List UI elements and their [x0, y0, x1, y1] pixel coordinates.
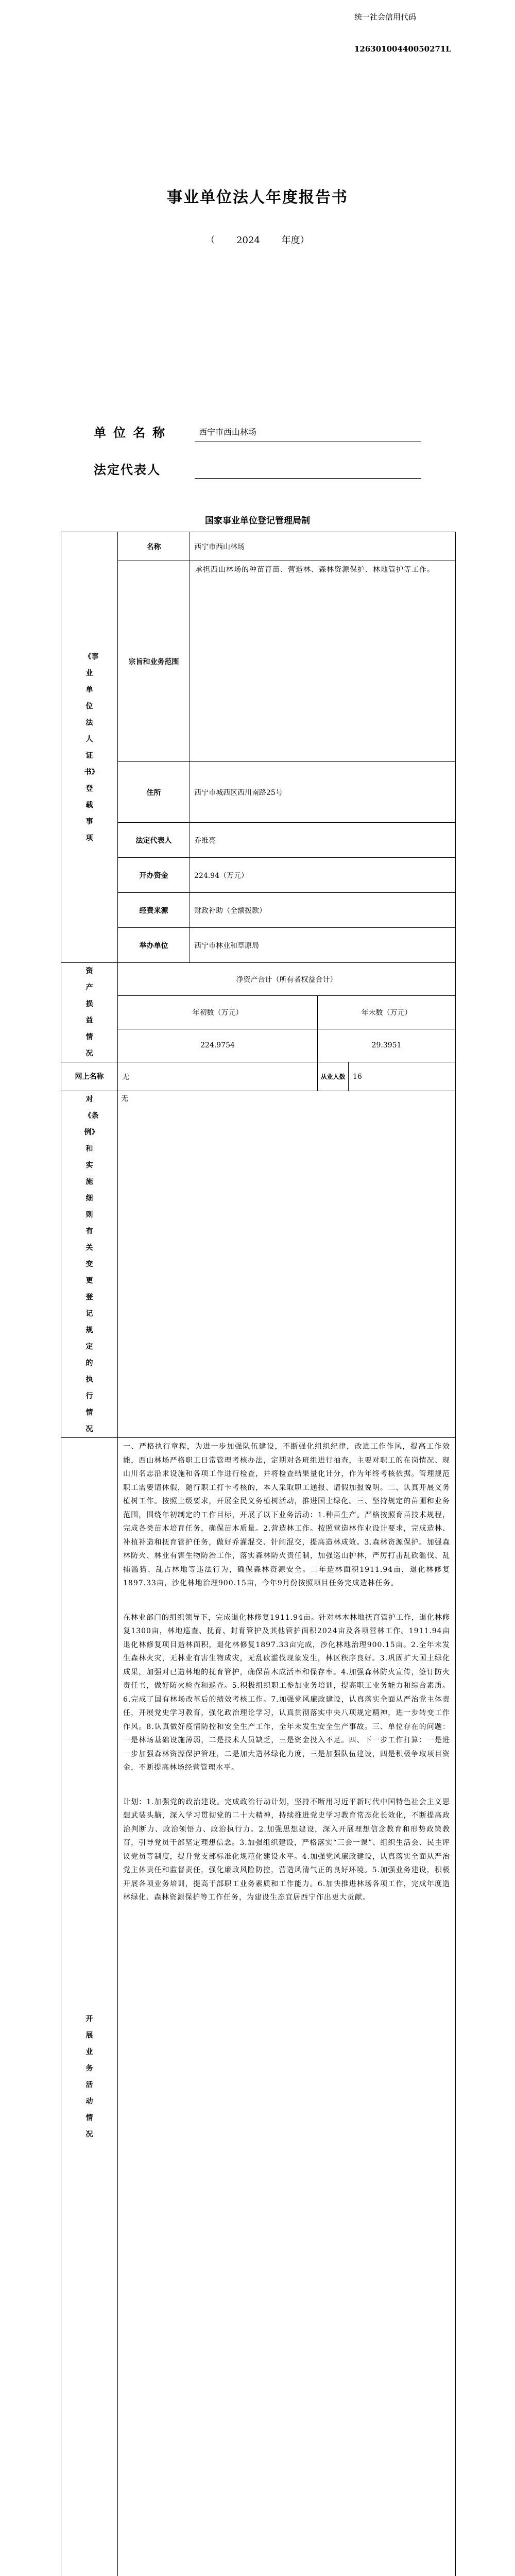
begin-value: 224.9754: [118, 1029, 318, 1062]
business-paragraph-3: 计划：1.加强党的政治建设。完成政治行动计划，坚持不断用习近平新时代中国特色社会主义思想武装头脑，深入学习贯彻党的二十大精神，持续推进党史学习教育常态化长效化，不断提高政治判断力、政治领悟力、政治执行力。2.加强思想建设，深入开展理想信念教育和形势政策教育，引导党员干部坚定理想信念。3.加强组织建设，严格落实“三会一课”、组织生活会、民主评议党员等制度，提升党支部标准化规范化建设水平。4.加强党风廉政建设，认真落实全面从严治党主体责任和监督责任，强化廉政风险防控，营造风清气正的良好环境。5.加强业务建设，积极开展各项业务培训，提高干部职工业务素质和工作能力。6.加快推进林场各项工作，完成年度造林绿化、森林资源保护等工作任务，为建设生态宜居西宁作出更大贡献。: [123, 1798, 451, 1902]
fund-label: 开办资金: [118, 858, 190, 893]
row-fund: [61, 858, 456, 893]
legal-rep-row: [94, 460, 423, 480]
source-label: 经费来源: [118, 893, 190, 928]
unit-name-row: [94, 422, 423, 443]
legal-rep-label: 法定代表人: [94, 462, 161, 477]
bureau-name: 国家事业单位登记管理局制: [205, 516, 310, 526]
business-paragraph-1: 一、严格执行章程，为进一步加强队伍建设，不断强化组织纪律，改进工作作风，提高工作效能，西山林场严格职工日常管理考核办法，定期对各班组进行抽查，主要对职工的在岗情况、现山川名志沿求设施和各项工作进行检查，并将检查结果量化计分，作为年终考核依据。管理规范职工需要请休假，随行职工打卡考核的，本人采取职工通报、请假加报说明。二、认真开展义务植树工作。按照上级要求，开展全民义务植树活动，推进国土绿化。三、坚持规定的苗圃和业务范围，围绕年初制定的工作目标，开展了以下业务活动：1.种苗生产。严格按照育苗技术规程，完成各类苗木培育任务，确保苗木质量。2.营造林工作。按照营造林作业设计要求，完成造林、补植补造和抚育管护任务，做好乔灌混交、针阔混交，提高造林成效。3.森林资源保护。加强森林防火、林业有害生物防治工作，落实森林防火责任制，加强巡山护林，严厉打击乱砍滥伐、乱捕滥猎、乱占林地等违法行为，确保森林资源安全。二年造林面积1911.94亩，退化林修复1897.33亩，沙化林地治理900.15亩，今年9月份按照项目任务完成造林任务。: [123, 1443, 451, 1587]
row-name: [61, 532, 456, 561]
regs-value: 无: [118, 1091, 456, 1438]
report-table: [61, 532, 456, 2576]
regs-label: 对《条例》和实施细则有关变更登记规定的执行情况: [61, 1091, 118, 1438]
business-label: 开展业务活动情况: [61, 1438, 118, 2576]
row-address: [61, 762, 456, 823]
row-web: [61, 1062, 456, 1091]
row-legal-rep: [61, 823, 456, 858]
row-assets-headers: [61, 996, 456, 1029]
web-value: 无: [118, 1062, 318, 1091]
business-paragraph-2: 在林业部门的组织领导下，完成退化林修复1911.94亩。针对林木林地抚育管护工作，退化林修复1300亩，林地巡查、抚育、封育管护及其他管护面积2024亩及各项营林工作。1911.94亩退化林修复项目造林面积，退化林修复1897.33亩完成，沙化林地治理900.15亩。2.全年未发生森林火灾，无林业有害生物成灾，无乱砍滥伐现象发生，林区秩序良好。3.巩固扩大国土绿化成果，加强对已造林地的抚育管护，确保苗木成活率和保存率。4.加强森林防火宣传，签订防火责任书，做好防火检查和巡查。5.积极组织职工参加业务培训，提高职工业务能力和综合素质。6.完成了国有林场改革后的绩效考核工作。7.加强党风廉政建设，认真落实全面从严治党主体责任，开展党史学习教育，强化政治理论学习，认真贯彻落实中央八项规定精神，进一步转变工作作风。8.认真做好疫情防控和安全生产工作，全年未发生安全生产事故。三、单位存在的问题：一是林场基础设施薄弱，二是技术人员缺乏，三是资金投入不足。四、下一步工作打算：一是进一步加强森林资源保护管理，二是加大造林绿化力度，三是加强队伍建设，四是积极争取项目资金，不断提高林场经营管理水平。: [123, 1613, 451, 1772]
fund-value: 224.94（万元）: [190, 858, 456, 893]
org-label: 举办单位: [118, 928, 190, 963]
legal-rep-field-label: 法定代表人: [118, 823, 190, 858]
address-value: 西宁市城西区西川南路25号: [190, 762, 456, 823]
report-title: 事业单位法人年度报告书: [167, 189, 348, 207]
row-net-assets: [61, 963, 456, 996]
credit-code-block: [354, 11, 451, 55]
row-business: [61, 1438, 456, 2576]
credit-code-value: 12630100440050271L: [354, 44, 451, 54]
legal-rep-field-value: 乔维亮: [190, 823, 456, 858]
registry-section-label: 《事业单位法人证书》登载事项: [61, 532, 118, 963]
row-assets-values: [61, 1029, 456, 1062]
staff-label: 从业人数: [318, 1062, 349, 1091]
unit-name-label: 单位名称: [94, 425, 172, 440]
address-label: 住所: [118, 762, 190, 823]
year-close: 年度）: [281, 235, 310, 246]
row-org: [61, 928, 456, 963]
report-year: [0, 233, 515, 246]
year-open: （: [205, 235, 215, 246]
row-purpose: [61, 561, 456, 762]
purpose-value: 承担西山林场的种苗育苗、营造林、森林资源保护、林地管护等工作。: [190, 561, 456, 762]
unit-name-value: 西宁市西山林场: [195, 425, 421, 442]
net-assets-label: 净资产合计（所有者权益合计）: [118, 963, 456, 996]
web-label: 网上名称: [61, 1062, 118, 1091]
row-source: [61, 893, 456, 928]
name-label: 名称: [118, 532, 190, 561]
begin-label: 年初数（万元）: [118, 996, 318, 1029]
source-value: 财政补助（全额拨款）: [190, 893, 456, 928]
end-value: 29.3951: [318, 1029, 456, 1062]
purpose-label: 宗旨和业务范围: [118, 561, 190, 762]
row-regs: [61, 1091, 456, 1438]
credit-code-label: 统一社会信用代码: [354, 12, 417, 22]
staff-value: 16: [349, 1062, 456, 1091]
business-text: [118, 1438, 456, 2576]
name-value: 西宁市西山林场: [190, 532, 456, 561]
legal-rep-line: [195, 478, 421, 479]
end-label: 年末数（万元）: [318, 996, 456, 1029]
year-value: 2024: [236, 235, 260, 246]
assets-section-label: 资产损益情况: [61, 963, 118, 1062]
org-value: 西宁市林业和草原局: [190, 928, 456, 963]
